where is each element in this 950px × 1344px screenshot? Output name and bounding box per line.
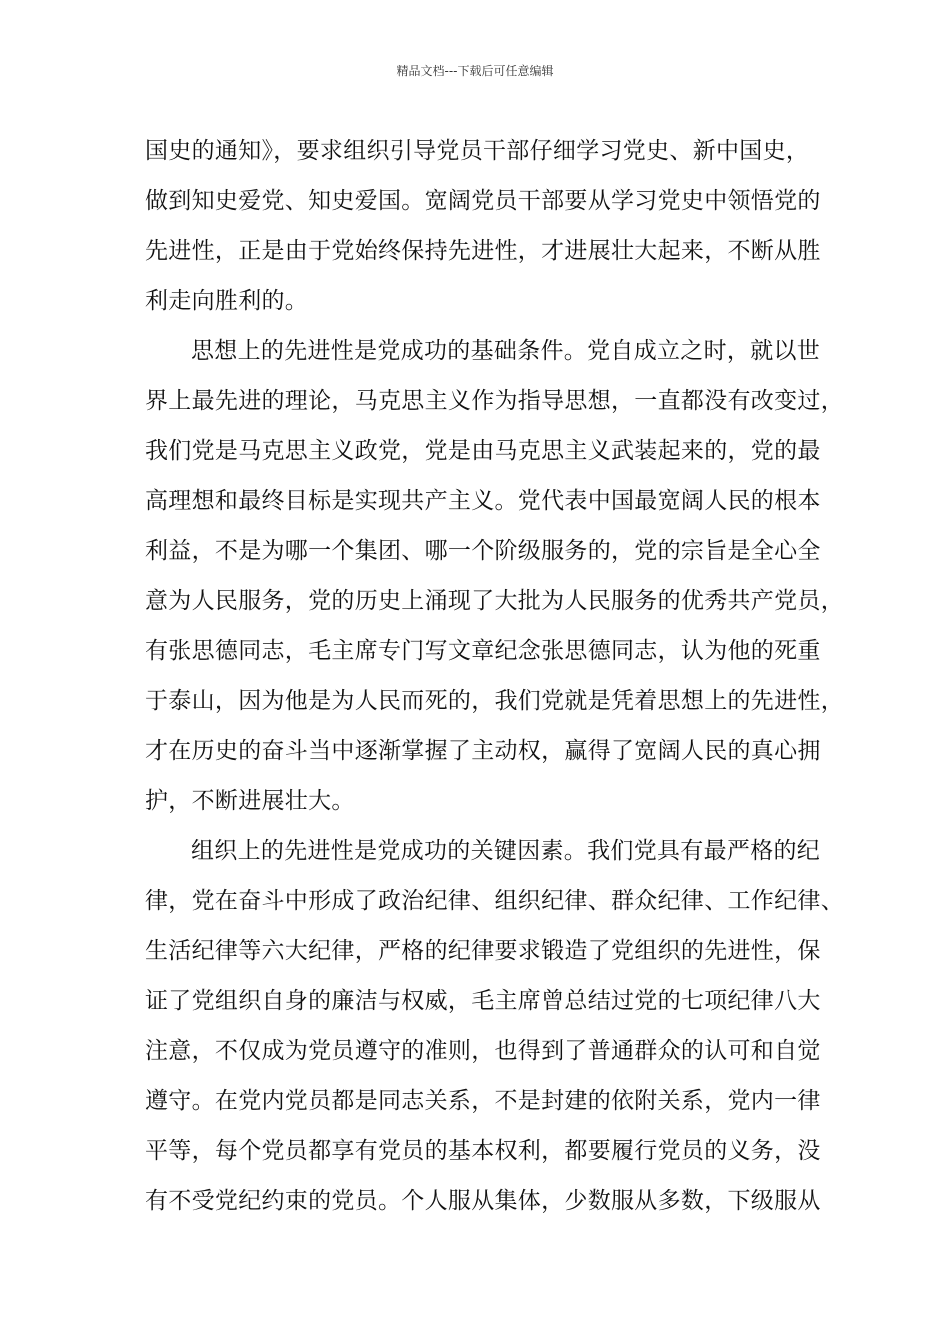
text-line: 律，党在奋斗中形成了政治纪律、组织纪律、群众纪律、工作纪律、 — [145, 888, 844, 914]
text-line: 平等，每个党员都享有党员的基本权利，都要履行党员的义务，没 — [145, 1138, 821, 1164]
text-line: 高理想和最终目标是实现共产主义。党代表中国最宽阔人民的根本 — [145, 488, 821, 514]
text-line: 才在历史的奋斗当中逐渐掌握了主动权，赢得了宽阔人民的真心拥 — [145, 738, 821, 764]
text-line: 有不受党纪约束的党员。个人服从集体，少数服从多数，下级服从 — [145, 1188, 821, 1214]
page-header: 精品文档---下载后可任意编辑 — [396, 64, 554, 78]
text-line: 做到知史爱党、知史爱国。宽阔党员干部要从学习党史中领悟党的 — [145, 188, 821, 214]
text-line: 界上最先进的理论，马克思主义作为指导思想，一直都没有改变过， — [145, 388, 844, 414]
text-line: 我们党是马克思主义政党，党是由马克思主义武装起来的，党的最 — [145, 438, 821, 464]
text-line: 意为人民服务，党的历史上涌现了大批为人民服务的优秀共产党员， — [145, 588, 844, 614]
text-line: 有张思德同志，毛主席专门写文章纪念张思德同志，认为他的死重 — [145, 638, 821, 664]
text-line: 国史的通知》，要求组织引导党员干部仔细学习党史、新中国史， — [145, 138, 810, 164]
text-line: 组织上的先进性是党成功的关键因素。我们党具有最严格的纪 — [191, 838, 821, 864]
text-line: 证了党组织自身的廉洁与权威，毛主席曾总结过党的七项纪律八大 — [145, 988, 821, 1014]
text-line: 先进性，正是由于党始终保持先进性，才进展壮大起来，不断从胜 — [145, 238, 821, 264]
text-line: 利益，不是为哪一个集团、哪一个阶级服务的，党的宗旨是全心全 — [145, 538, 821, 564]
text-line: 遵守。在党内党员都是同志关系，不是封建的依附关系，党内一律 — [145, 1088, 821, 1114]
paragraph-2 — [145, 326, 844, 826]
paragraph-3 — [145, 826, 844, 1226]
text-line: 于泰山，因为他是为人民而死的，我们党就是凭着思想上的先进性， — [145, 688, 844, 714]
text-line: 生活纪律等六大纪律，严格的纪律要求锻造了党组织的先进性，保 — [145, 938, 821, 964]
text-line: 利走向胜利的。 — [145, 288, 309, 314]
text-line: 注意，不仅成为党员遵守的准则，也得到了普通群众的认可和自觉 — [145, 1038, 821, 1064]
text-line: 思想上的先进性是党成功的基础条件。党自成立之时，就以世 — [191, 338, 821, 364]
text-line: 护，不断进展壮大。 — [145, 788, 355, 814]
document-body — [145, 126, 844, 1226]
paragraph-1 — [145, 126, 825, 326]
